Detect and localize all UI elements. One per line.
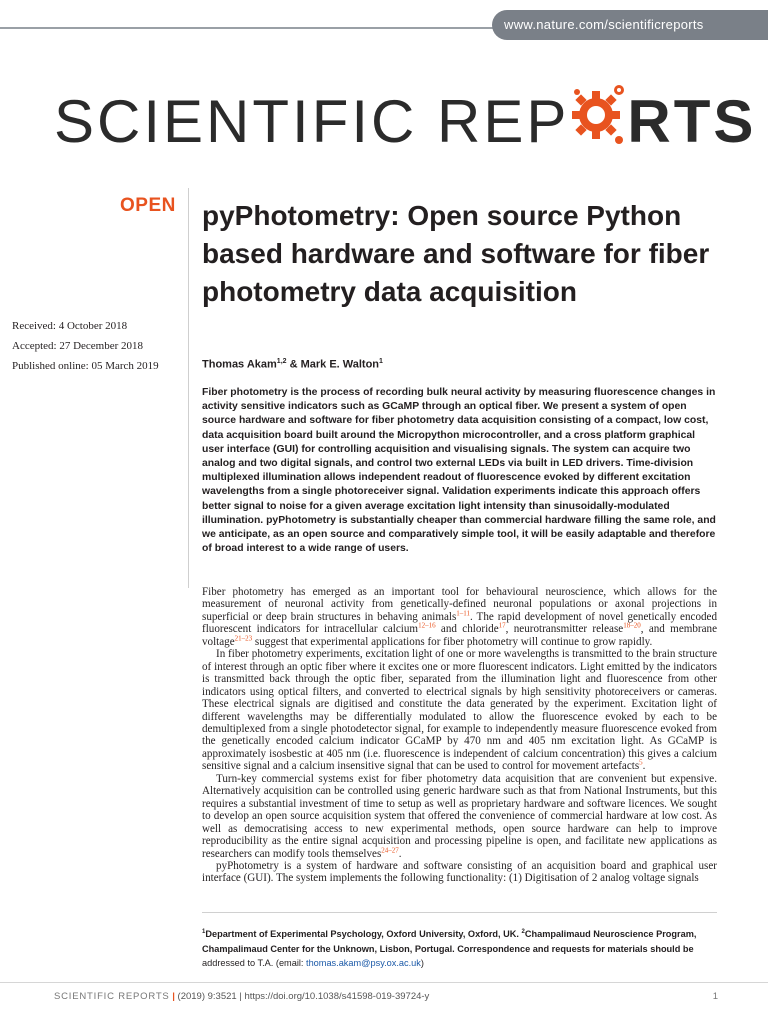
correspondence-email-link[interactable]: thomas.akam@psy.ox.ac.uk [306, 958, 421, 969]
page-number: 1 [712, 991, 718, 1002]
body-text-span: . [398, 847, 402, 860]
page-footer [54, 991, 718, 1002]
author-joiner: & [286, 358, 301, 371]
doi-link[interactable]: | https://doi.org/10.1038/s41598-019-39724-y [239, 991, 430, 1002]
affiliation-text: Department of Experimental Psychology, Oxford University, Oxford, UK. [205, 929, 522, 940]
margin-divider [188, 188, 189, 588]
citation-link[interactable]: 21–23 [234, 634, 253, 643]
published-date: Published online: 05 March 2019 [12, 360, 159, 372]
citation-link[interactable]: 24–27 [381, 845, 399, 854]
affiliation-rule [202, 912, 717, 913]
accepted-date: Accepted: 27 December 2018 [12, 340, 144, 352]
citation-link[interactable]: 18–20 [623, 621, 641, 630]
body-paragraph: pyPhotometry is a system of hardware and software consisting of an acquisition board and graphical user interface (GUI). The system implements the following functionality: (1) Digitisation of 2 analog voltage signals [202, 859, 717, 885]
received-date: Received: 4 October 2018 [12, 320, 128, 332]
body-text-span: , neurotransmitter release [505, 623, 624, 636]
affiliation-line: Champalimaud Center for the Unknown, Lisbon, Portugal. Correspondence and requests for materials should be [202, 943, 694, 954]
author-affiliation-marker: 1,2 [276, 358, 287, 365]
body-text-span: . [642, 760, 646, 773]
body-paragraph [202, 586, 717, 648]
body-text-span: . The rapid development of novel genetically encoded fluorescent indicators for intracellular calcium [202, 610, 718, 636]
affiliations [202, 925, 720, 971]
citation-link[interactable]: 17 [498, 621, 506, 630]
body-paragraph [202, 773, 717, 860]
open-access-label: OPEN [120, 195, 176, 216]
citation-link[interactable]: 12–16 [418, 621, 436, 630]
affiliation-text: Champalimaud Neuroscience Program, [524, 929, 697, 940]
author-name[interactable]: Mark E. Walton [300, 358, 380, 371]
citation-link[interactable]: 5 [639, 758, 643, 767]
affiliation-text: ) [420, 958, 424, 969]
body-text-span: Fiber photometry has emerged as an important tool for behavioural neuroscience, which allows for the measurement of neuronal activity from genetically-defined neuronal populations or axonal projections in superficial or deep brain structures in behaving animals [202, 586, 717, 623]
journal-url-link[interactable]: www.nature.com/scientificreports [492, 10, 768, 40]
author-name[interactable]: Thomas Akam [202, 358, 277, 371]
body-text-span: In fiber photometry experiments, excitation light of one or more wavelengths is transmitted to the brain structure of interest through an optic fiber where it excites one or more fluorescent indicators. Light emitted by the indicators is transmitted back through the optic fiber, separated from the illumination light and fluorescence from other indicators using optical filters, and converted to electrical signals by high sensitivity photoreceivers or cameras. These electrical signals are digitised and constitute the data generated by the experiment. Excitation light of different wavelengths may be differentially modulated to allow the fluorescence evoked by each to be demultiplexed from a single photodetector signal, for example to independently measure fluorescence evoked from the genetically encoded calcium indicator GCaMP by 470 nm and 405 nm excitation light. As GCaMP is approximately isosbestic at 405 nm (i.e. fluorescence is independent of calcium concentration) this gives a calcium sensitive signal and a calcium insensitive signal that can be used to control for movement artefacts [202, 648, 717, 773]
body-paragraph [202, 648, 717, 773]
article-title: pyPhotometry: Open source Python based hardware and software for fiber photometry data acquisition [202, 200, 710, 307]
article-body [202, 586, 717, 885]
logo-text-part2: RTS [627, 88, 757, 155]
author-list [202, 358, 383, 371]
footer-journal-name: SCIENTIFIC REPORTS [54, 991, 170, 1002]
footer-separator: | [172, 991, 175, 1002]
top-bar [0, 0, 768, 48]
logo-text-part1: SCIENTIFIC REP [54, 88, 570, 155]
affiliation-text: addressed to T.A. (email: [202, 958, 307, 969]
affiliation-marker: 2 [521, 929, 525, 935]
footer-rule [0, 982, 768, 983]
body-text-span: suggest that experimental applications for fiber photometry will continue to grow rapidly. [252, 635, 653, 648]
citation-link[interactable]: 1–11 [456, 609, 471, 618]
footer-citation: (2019) 9:3521 [177, 991, 237, 1002]
abstract: Fiber photometry is the process of recording bulk neural activity by measuring fluorescence changes in activity sensitive indicators such as GCaMP through an optical fiber. We present a system of open source hardware and software for fiber photometry data acquisition consisting of a compact, low cost, data acquisition board built around the Micropython microcontroller, and a cross platform graphical user interface (GUI) for controlling acquisition and visualising signals. The system can acquire two analog and two digital signals, and control two external LEDs via built in LED drivers. Time-division multiplexed illumination allows independent readout of fluorescence evoked by different excitation wavelengths from a single photoreceiver signal. Validation experiments indicate this approach offers better signal to noise for a given average excitation light intensity than sinusoidally-modulated illumination. pyPhotometry is substantially cheaper than commercial hardware filling the same role, and we anticipate, as an open source and comparatively simple tool, it will be easily adaptable and therefore of broad interest to a wide range of users. [202, 387, 716, 555]
body-text-span: and chloride [435, 623, 499, 636]
affiliation-line [202, 956, 720, 971]
affiliation-marker: 1 [202, 929, 206, 935]
gear-logo-icon [569, 82, 627, 148]
body-text-span: , and membrane voltage [202, 623, 718, 648]
affiliation-line [202, 925, 720, 942]
journal-logo[interactable] [54, 82, 757, 162]
body-text-span: Turn-key commercial systems exist for fiber photometry data acquisition that are convenient but expensive. Alternatively acquisition can be controlled using generic hardware such as that from National Instruments, but this requires a substantial investment of time to setup as well as proprietary hardware and software licences. We sought to develop an open source acquisition system that offered the convenience of commercial hardware at low cost. As well as democratising access to new experimental methods, open source hardware can help to improve reproducibility as the entire signal acquisition and processing pipeline is open, and facilitate new applications as researchers can modify tools themselves [202, 772, 717, 860]
article-dates [12, 316, 159, 376]
author-affiliation-marker: 1 [379, 358, 383, 365]
